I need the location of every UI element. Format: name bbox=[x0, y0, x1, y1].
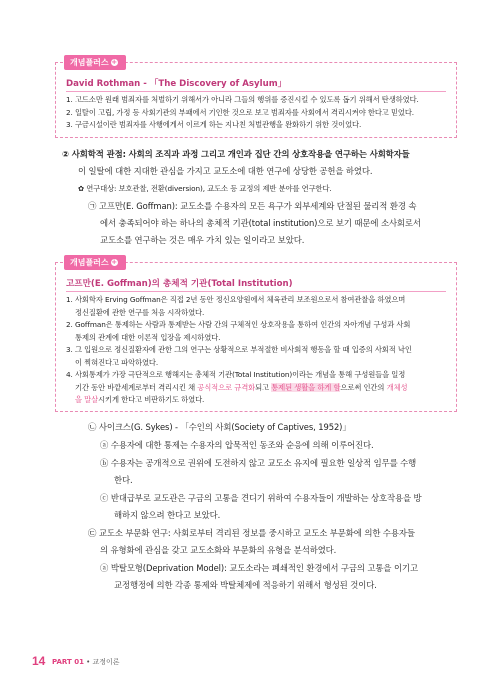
paragraph-line: ⓑ 수용자는 공개적으로 권위에 도전하지 않고 교도소 유지에 필요한 일상적 임무를 수행 bbox=[100, 458, 417, 468]
list-item: 기간 동안 바깥세계로부터 격리시킨 채 공식적으로 규격화되고 통제된 생활을 하게 함으로써 인간의 개체성 bbox=[75, 382, 408, 392]
research-note: ✿ 연구대상: 보호관찰, 전환(diversion), 교도소 등 교정의 제반 분야를 연구한다. bbox=[78, 184, 332, 193]
paragraph-line: 에서 충족되어야 하는 하나의 총체적 기관(total institution)으로 보기 때문에 소사회로서 bbox=[100, 218, 421, 228]
box-title: David Rothman - 「The Discovery of Asylum」 bbox=[66, 79, 287, 89]
list-item: 2. 일탈이 고립, 가정 등 사회기관의 부패에서 기인한 것으로 보고 범죄자를 사회에서 격리시켜야 한다고 믿었다. bbox=[66, 107, 415, 117]
highlight-text: 공식적으로 규격화 bbox=[197, 382, 256, 392]
list-item: 정신질환에 관한 연구를 처음 시작하였다. bbox=[75, 307, 205, 317]
highlight-text: 을 말살 bbox=[75, 395, 99, 404]
list-item: 1. 고드소만 원래 범죄자를 처벌하기 위해서가 아니라 그들의 행위를 증진시킬 수 있도록 돕기 위해서 탄생하였다. bbox=[66, 95, 419, 104]
footer-label: PART 01 • 교정이론 bbox=[52, 658, 120, 666]
subculture-heading: ㉢ 교도소 부문화 연구: 사회로부터 격리된 정보를 중시하고 교도소 부문화에 의한 수용자들 bbox=[88, 528, 415, 538]
list-item: 3. 구금시설이란 범죄자를 사행에게서 이르게 하는 지나친 처벌관행을 완화하기 위한 것이었다. bbox=[66, 120, 362, 129]
box-list bbox=[66, 294, 448, 407]
page-footer bbox=[0, 654, 500, 674]
divider bbox=[66, 291, 446, 292]
box-list bbox=[66, 94, 448, 132]
concept-plus-tab: 개념플러스 + bbox=[64, 255, 126, 270]
list-item: 통제의 관계에 대한 이론적 입장을 제시하였다. bbox=[75, 332, 221, 342]
paragraph-line: 해하지 않으려 한다고 보았다. bbox=[114, 510, 221, 520]
plus-icon: + bbox=[111, 58, 118, 66]
list-item: 3. 그 입원으로 정신질환자에 관한 그의 연구는 상황적으로 부적절한 비사회적 행동을 할 때 입증의 사회적 낙인 bbox=[66, 345, 412, 354]
highlight-text: 개체성 bbox=[386, 382, 408, 392]
concept-box-rothman bbox=[55, 58, 457, 138]
section-heading: ② 사회학적 관점: 사회의 조직과 과정 그리고 개인과 집단 간의 상호작용을 연구하는 사회학자들 bbox=[62, 149, 410, 159]
concept-plus-tab: 개념플러스 + bbox=[64, 55, 126, 70]
concept-box-goffman bbox=[55, 258, 457, 412]
paragraph-line: 의 유형화에 관심을 갖고 교도소화와 부문화의 유형을 분석하였다. bbox=[100, 545, 337, 555]
page-number: 14 bbox=[32, 654, 46, 668]
list-item: 을 말살시키게 한다고 비판하기도 하였다. bbox=[75, 395, 205, 404]
plus-icon: + bbox=[111, 258, 118, 266]
paragraph-line: 교도소를 연구하는 것은 매우 가치 있는 일이라고 보았다. bbox=[100, 235, 305, 245]
sykes-heading: ㉡ 사이크스(G. Sykes) - 「수인의 사회(Society of Captives, 1952)」 bbox=[88, 422, 351, 432]
paragraph-line: ⓐ 수용자에 대한 통제는 수용자의 압묵적인 동조와 순응에 의해 이루어진다. bbox=[100, 440, 374, 450]
list-item: 2. Goffman은 통제하는 사람과 통제받는 사람 간의 구체적인 상호작용을 통하여 인간의 자아개념 구성과 사회 bbox=[66, 320, 411, 329]
paragraph-line: 한다. bbox=[114, 475, 133, 485]
paragraph-line: 이 일탈에 대한 지대한 관심을 가지고 교도소에 대한 연구에 상당한 공헌을 하였다. bbox=[78, 166, 373, 176]
paragraph-line: ⓐ 박탈모형(Deprivation Model): 교도소라는 폐쇄적인 환경에서 구금의 고통을 이기고 bbox=[100, 563, 418, 573]
list-item: 이 찍혀진다고 파악하였다. bbox=[75, 357, 159, 367]
box-title: 고프만(E. Goffman)의 총체적 기관(Total Institution) bbox=[66, 279, 293, 289]
list-item: 1. 사회학자 Erving Goffman은 직접 2년 동안 정신요양원에서 체육관리 보조원으로서 참여관찰을 하였으며 bbox=[66, 295, 406, 304]
divider bbox=[66, 91, 446, 92]
goffman-line: ㉠ 고프만(E. Goffman): 교도소를 수용자의 모든 욕구가 외부세계와 단절된 물리적 환경 속 bbox=[88, 201, 417, 211]
paragraph-line: 교정행정에 의한 각종 통제와 박탈체제에 적응하기 위해서 형성된 것이다. bbox=[114, 580, 377, 590]
highlight-text: 통제된 생활을 하게 함 bbox=[271, 382, 341, 392]
list-item: 4. 사회통제가 가장 극단적으로 행해지는 총체적 기관(Total Institution)이라는 개념을 통해 구성원들을 일정 bbox=[66, 370, 406, 379]
paragraph-line: ⓒ 반대급부로 교도관은 구금의 고통을 견디기 위하여 수용자들이 개발하는 상호작용을 방 bbox=[100, 493, 422, 503]
